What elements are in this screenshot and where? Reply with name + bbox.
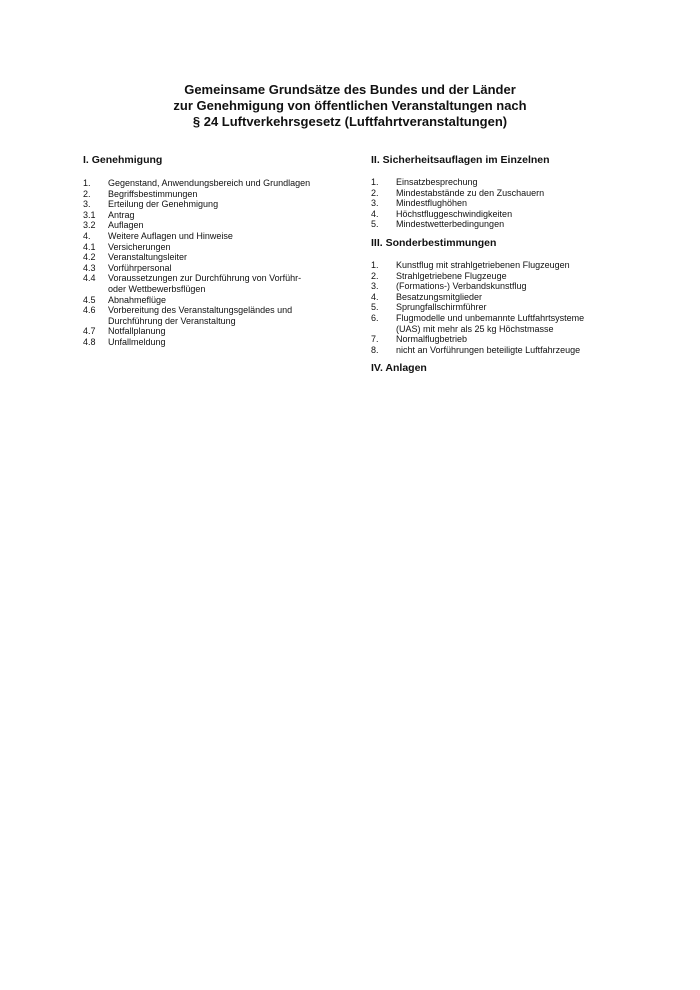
toc-list-genehmigung (83, 178, 333, 348)
toc-item-number: 5. (371, 219, 379, 230)
document-title (0, 82, 700, 130)
toc-item-text (396, 302, 631, 313)
toc-item-text (396, 313, 631, 334)
toc-item-text (108, 178, 333, 189)
section-heading-genehmigung: I. Genehmigung (83, 154, 163, 166)
toc-item-number: 4.2 (83, 252, 96, 263)
toc-item-text (396, 209, 631, 220)
toc-item-text-line: Gegenstand, Anwendungsbereich und Grundlagen (108, 178, 311, 188)
toc-item-number: 8. (371, 344, 379, 355)
toc-item-number: 4.8 (83, 336, 96, 347)
toc-item-number: 4.1 (83, 241, 96, 252)
toc-item (371, 302, 631, 313)
toc-item-number: 6. (371, 312, 379, 323)
toc-item-text-line: Antrag (108, 209, 135, 220)
left-column (83, 153, 333, 348)
toc-item (83, 263, 333, 274)
toc-item (83, 210, 333, 221)
toc-item-number: 3. (371, 281, 379, 292)
toc-item-text-line: (Formations-) Verbandskunstflug (396, 281, 527, 292)
toc-item-text-line: Begriffsbestimmungen (108, 188, 198, 199)
toc-item (371, 334, 631, 345)
toc-item (371, 209, 631, 220)
toc-item-text (396, 345, 631, 356)
toc-item-text (108, 305, 333, 326)
title-line-2: zur Genehmigung von öffentlichen Veranstaltungen nach (173, 98, 527, 113)
toc-item-text (108, 326, 333, 337)
toc-item-text (396, 260, 631, 271)
toc-item-text-line: Kunstflug mit strahlgetriebenen Flugzeugen (396, 259, 570, 270)
toc-item-text-line: Auflagen (108, 220, 144, 231)
toc-item-text-line: Unfallmeldung (108, 336, 166, 347)
title-line-1: Gemeinsame Grundsätze des Bundes und der Länder (184, 82, 516, 97)
toc-item-text-line: Veranstaltungsleiter (108, 252, 188, 263)
toc-item-text-line: Mindestabstände zu den Zuschauern (396, 187, 545, 198)
toc-item-text (108, 231, 333, 242)
toc-item (83, 199, 333, 210)
toc-item (83, 337, 333, 348)
toc-item-text (108, 220, 333, 231)
toc-item-text (396, 219, 631, 230)
toc-item (83, 220, 333, 231)
toc-item-text-line: Vorführpersonal (108, 262, 172, 273)
toc-item-text-line: Weitere Auflagen und Hinweise (108, 230, 233, 241)
toc-item-text-line: Strahlgetriebene Flugzeuge (396, 270, 507, 281)
toc-item (371, 188, 631, 199)
toc-item-number: 4.7 (83, 326, 96, 337)
toc-item (371, 281, 631, 292)
toc-item (83, 305, 333, 326)
toc-item-text (396, 281, 631, 292)
toc-item-text-line: Erteilung der Genehmigung (108, 199, 219, 210)
toc-item-text-line: Notfallplanung (108, 326, 166, 337)
toc-item-text (396, 188, 631, 199)
toc-item-text (108, 263, 333, 274)
toc-item-number: 1. (371, 177, 379, 187)
toc-item-number: 2. (371, 187, 379, 198)
toc-item (83, 326, 333, 337)
toc-list-sicherheitsauflagen (371, 177, 631, 230)
toc-item-text (108, 252, 333, 263)
toc-item (371, 198, 631, 209)
toc-item-text-line: Voraussetzungen zur Durchführung von Vorführ- (108, 273, 302, 284)
toc-item-text-line: Mindestflughöhen (396, 198, 468, 209)
toc-item-text (108, 189, 333, 200)
toc-item-text (396, 177, 631, 188)
toc-item (371, 260, 631, 271)
toc-item-text (396, 334, 631, 345)
toc-item-text (108, 295, 333, 306)
toc-item-text (108, 337, 333, 348)
toc-item (83, 295, 333, 306)
toc-item (83, 273, 333, 294)
toc-item-number: 3.1 (83, 209, 96, 220)
toc-item (83, 242, 333, 253)
toc-item-text-line: nicht an Vorführungen beteiligte Luftfahrzeuge (396, 344, 581, 355)
toc-item-text (108, 242, 333, 253)
toc-item (371, 345, 631, 356)
toc-item-number: 4. (371, 291, 379, 302)
toc-item (371, 219, 631, 230)
toc-item (371, 313, 631, 334)
toc-item-text-line: oder Wettbewerbsflügen (108, 283, 206, 294)
toc-item-text (108, 210, 333, 221)
toc-item (83, 178, 333, 189)
toc-item-text-line: Besatzungsmitglieder (396, 291, 483, 302)
toc-item-number: 7. (371, 334, 379, 345)
toc-item-number: 2. (371, 270, 379, 281)
section-heading-sonderbestimmungen: III. Sonderbestimmungen (371, 236, 497, 249)
toc-item-number: 4.5 (83, 294, 96, 305)
toc-item-number: 4.6 (83, 305, 96, 316)
toc-item (371, 292, 631, 303)
toc-item (83, 189, 333, 200)
toc-item-number: 4.4 (83, 273, 96, 284)
toc-item-text-line: Abnahmeflüge (108, 294, 167, 305)
toc-item-text (108, 199, 333, 210)
toc-item-text-line: Mindestwetterbedingungen (396, 219, 505, 230)
toc-item-number: 4. (83, 230, 91, 241)
toc-item (371, 177, 631, 188)
section-heading-sicherheitsauflagen: II. Sicherheitsauflagen im Einzelnen (371, 154, 550, 166)
toc-item (83, 231, 333, 242)
toc-item-number: 2. (83, 188, 91, 199)
toc-item-text-line: Sprungfallschirmführer (396, 302, 487, 313)
right-column (371, 153, 631, 375)
toc-item-text-line: (UAS) mit mehr als 25 kg Höchstmasse (396, 323, 554, 334)
toc-item (371, 271, 631, 282)
toc-item-text-line: Flugmodelle und unbemannte Luftfahrtsysteme (396, 312, 585, 323)
toc-item-number: 3. (83, 199, 91, 210)
toc-item-number: 1. (371, 259, 379, 270)
toc-list-sonderbestimmungen (371, 260, 631, 355)
toc-item-text-line: Durchführung der Veranstaltung (108, 315, 236, 326)
toc-item-text (396, 271, 631, 282)
title-line-3: § 24 Luftverkehrsgesetz (Luftfahrtveranstaltungen) (192, 114, 508, 129)
toc-item-number: 1. (83, 178, 91, 188)
section-heading-anlagen: IV. Anlagen (371, 362, 427, 375)
toc-item-text (108, 273, 333, 294)
toc-item-text (396, 198, 631, 209)
toc-item-text (396, 292, 631, 303)
toc-item-text-line: Vorbereitung des Veranstaltungsgeländes und (108, 305, 293, 316)
toc-item-text-line: Normalflugbetrieb (396, 334, 468, 345)
toc-item-number: 5. (371, 302, 379, 313)
toc-item-number: 4. (371, 208, 379, 219)
toc-item-number: 4.3 (83, 262, 96, 273)
toc-item-number: 3. (371, 198, 379, 209)
toc-item (83, 252, 333, 263)
toc-item-number: 3.2 (83, 220, 96, 231)
toc-item-text-line: Versicherungen (108, 241, 171, 252)
toc-item-text-line: Einsatzbesprechung (396, 177, 478, 187)
toc-item-text-line: Höchstfluggeschwindigkeiten (396, 208, 513, 219)
